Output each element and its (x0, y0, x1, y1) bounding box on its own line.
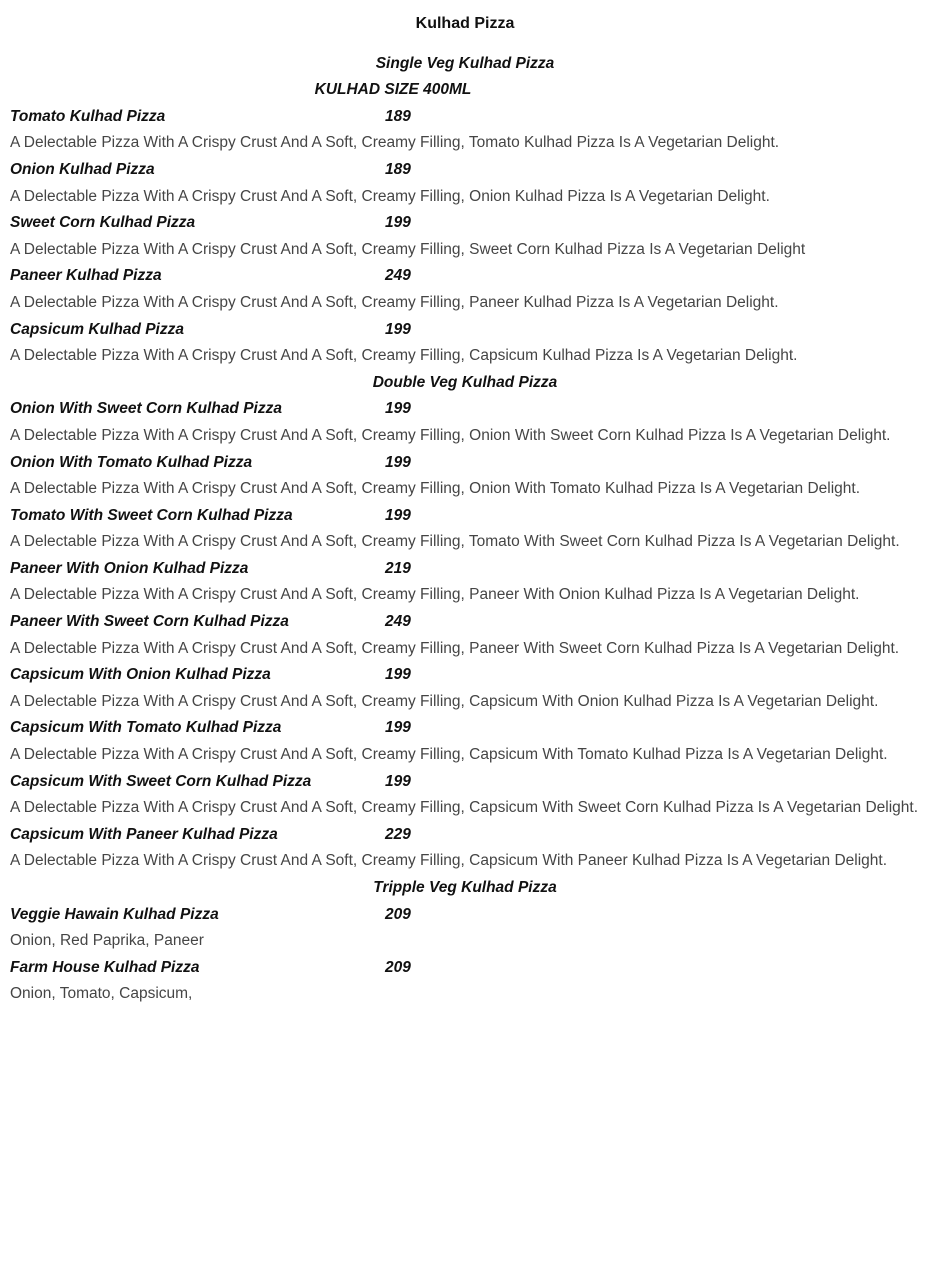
item-row (10, 503, 920, 530)
item-row (10, 609, 920, 636)
section-items (10, 396, 920, 875)
menu-section (10, 370, 920, 875)
item-description: A Delectable Pizza With A Crispy Crust And A Soft, Creamy Filling, Capsicum With Paneer Kulhad Pizza Is A Vegetarian Delight. (10, 852, 888, 870)
item-name: Capsicum With Sweet Corn Kulhad Pizza (10, 772, 312, 790)
item-row (10, 157, 920, 184)
menu-section (10, 51, 920, 370)
item-price: 199 (385, 453, 411, 471)
item-description: A Delectable Pizza With A Crispy Crust And A Soft, Creamy Filling, Capsicum Kulhad Pizza Is A Vegetarian Delight. (10, 347, 798, 365)
item-description: A Delectable Pizza With A Crispy Crust And A Soft, Creamy Filling, Onion With Tomato Kulhad Pizza Is A Vegetarian Delight. (10, 480, 861, 498)
item-description: Onion, Red Paprika, Paneer (10, 932, 204, 950)
menu-item (10, 210, 920, 263)
menu-item (10, 450, 920, 503)
section-subheading: KULHAD SIZE 400ML (314, 81, 472, 99)
item-description: A Delectable Pizza With A Crispy Crust And A Soft, Creamy Filling, Onion Kulhad Pizza Is A Vegetarian Delight. (10, 187, 770, 205)
item-name: Tomato With Sweet Corn Kulhad Pizza (10, 506, 293, 524)
item-description: A Delectable Pizza With A Crispy Crust And A Soft, Creamy Filling, Capsicum With Tomato Kulhad Pizza Is A Vegetarian Delight. (10, 746, 888, 764)
menu-item (10, 822, 920, 875)
item-name: Paneer With Onion Kulhad Pizza (10, 559, 249, 577)
item-row (10, 955, 920, 982)
menu-item (10, 902, 920, 955)
item-description: A Delectable Pizza With A Crispy Crust And A Soft, Creamy Filling, Paneer With Sweet Corn Kulhad Pizza Is A Vegetarian Delight. (10, 639, 900, 657)
item-row (10, 715, 920, 742)
item-row (10, 210, 920, 237)
item-price: 229 (385, 825, 411, 843)
menu-section (10, 875, 920, 1008)
item-name: Farm House Kulhad Pizza (10, 958, 200, 976)
item-row (10, 902, 920, 929)
item-row (10, 769, 920, 796)
menu-item (10, 715, 920, 768)
item-name: Veggie Hawain Kulhad Pizza (10, 905, 219, 923)
menu-item (10, 317, 920, 370)
item-description: A Delectable Pizza With A Crispy Crust And A Soft, Creamy Filling, Sweet Corn Kulhad Pizza Is A Vegetarian Delight (10, 240, 806, 258)
item-description: A Delectable Pizza With A Crispy Crust And A Soft, Creamy Filling, Onion With Sweet Corn Kulhad Pizza Is A Vegetarian Delight. (10, 426, 891, 444)
menu-item (10, 769, 920, 822)
menu-item (10, 104, 920, 157)
item-name: Onion Kulhad Pizza (10, 160, 155, 178)
item-description: A Delectable Pizza With A Crispy Crust And A Soft, Creamy Filling, Capsicum With Sweet Corn Kulhad Pizza Is A Vegetarian Delight. (10, 799, 919, 817)
item-price: 219 (385, 559, 411, 577)
item-name: Onion With Tomato Kulhad Pizza (10, 453, 253, 471)
item-price: 199 (385, 400, 411, 418)
menu-item (10, 263, 920, 316)
item-price: 199 (385, 214, 411, 232)
item-row (10, 396, 920, 423)
menu-item (10, 556, 920, 609)
menu-item (10, 503, 920, 556)
menu-item (10, 396, 920, 449)
item-name: Tomato Kulhad Pizza (10, 107, 166, 125)
item-description: A Delectable Pizza With A Crispy Crust And A Soft, Creamy Filling, Tomato With Sweet Corn Kulhad Pizza Is A Vegetarian Delight. (10, 533, 900, 551)
item-name: Sweet Corn Kulhad Pizza (10, 214, 196, 232)
item-row (10, 662, 920, 689)
item-row (10, 317, 920, 344)
item-row (10, 822, 920, 849)
item-name: Capsicum With Onion Kulhad Pizza (10, 666, 271, 684)
section-items (10, 902, 920, 1008)
item-price: 249 (385, 613, 411, 631)
item-price: 189 (385, 160, 411, 178)
item-name: Capsicum With Tomato Kulhad Pizza (10, 719, 282, 737)
item-price: 209 (385, 905, 411, 923)
item-description: A Delectable Pizza With A Crispy Crust And A Soft, Creamy Filling, Tomato Kulhad Pizza Is A Vegetarian Delight. (10, 134, 780, 152)
page-title: Kulhad Pizza (415, 15, 515, 32)
item-description: A Delectable Pizza With A Crispy Crust And A Soft, Creamy Filling, Capsicum With Onion Kulhad Pizza Is A Vegetarian Delight. (10, 692, 879, 710)
item-row (10, 450, 920, 477)
item-row (10, 556, 920, 583)
menu-item (10, 955, 920, 1008)
item-row (10, 104, 920, 131)
item-price: 199 (385, 719, 411, 737)
item-price: 189 (385, 107, 411, 125)
menu-sections (10, 51, 920, 1008)
item-price: 199 (385, 320, 411, 338)
item-description: A Delectable Pizza With A Crispy Crust And A Soft, Creamy Filling, Paneer With Onion Kulhad Pizza Is A Vegetarian Delight. (10, 586, 860, 604)
item-price: 199 (385, 772, 411, 790)
menu-item (10, 609, 920, 662)
item-row (10, 263, 920, 290)
menu-item (10, 662, 920, 715)
menu-item (10, 157, 920, 210)
item-name: Paneer Kulhad Pizza (10, 267, 162, 285)
section-items (10, 104, 920, 370)
item-name: Capsicum With Paneer Kulhad Pizza (10, 825, 278, 843)
item-description: A Delectable Pizza With A Crispy Crust And A Soft, Creamy Filling, Paneer Kulhad Pizza Is A Vegetarian Delight. (10, 293, 779, 311)
item-name: Onion With Sweet Corn Kulhad Pizza (10, 400, 282, 418)
section-heading: Tripple Veg Kulhad Pizza (373, 879, 557, 896)
section-heading: Double Veg Kulhad Pizza (372, 373, 558, 391)
item-price: 199 (385, 506, 411, 524)
section-heading: Single Veg Kulhad Pizza (375, 54, 555, 72)
item-name: Capsicum Kulhad Pizza (10, 320, 184, 338)
item-price: 199 (385, 666, 411, 684)
item-price: 209 (385, 958, 411, 976)
item-name: Paneer With Sweet Corn Kulhad Pizza (10, 613, 289, 631)
item-price: 249 (385, 267, 411, 285)
item-description: Onion, Tomato, Capsicum, (10, 985, 193, 1003)
